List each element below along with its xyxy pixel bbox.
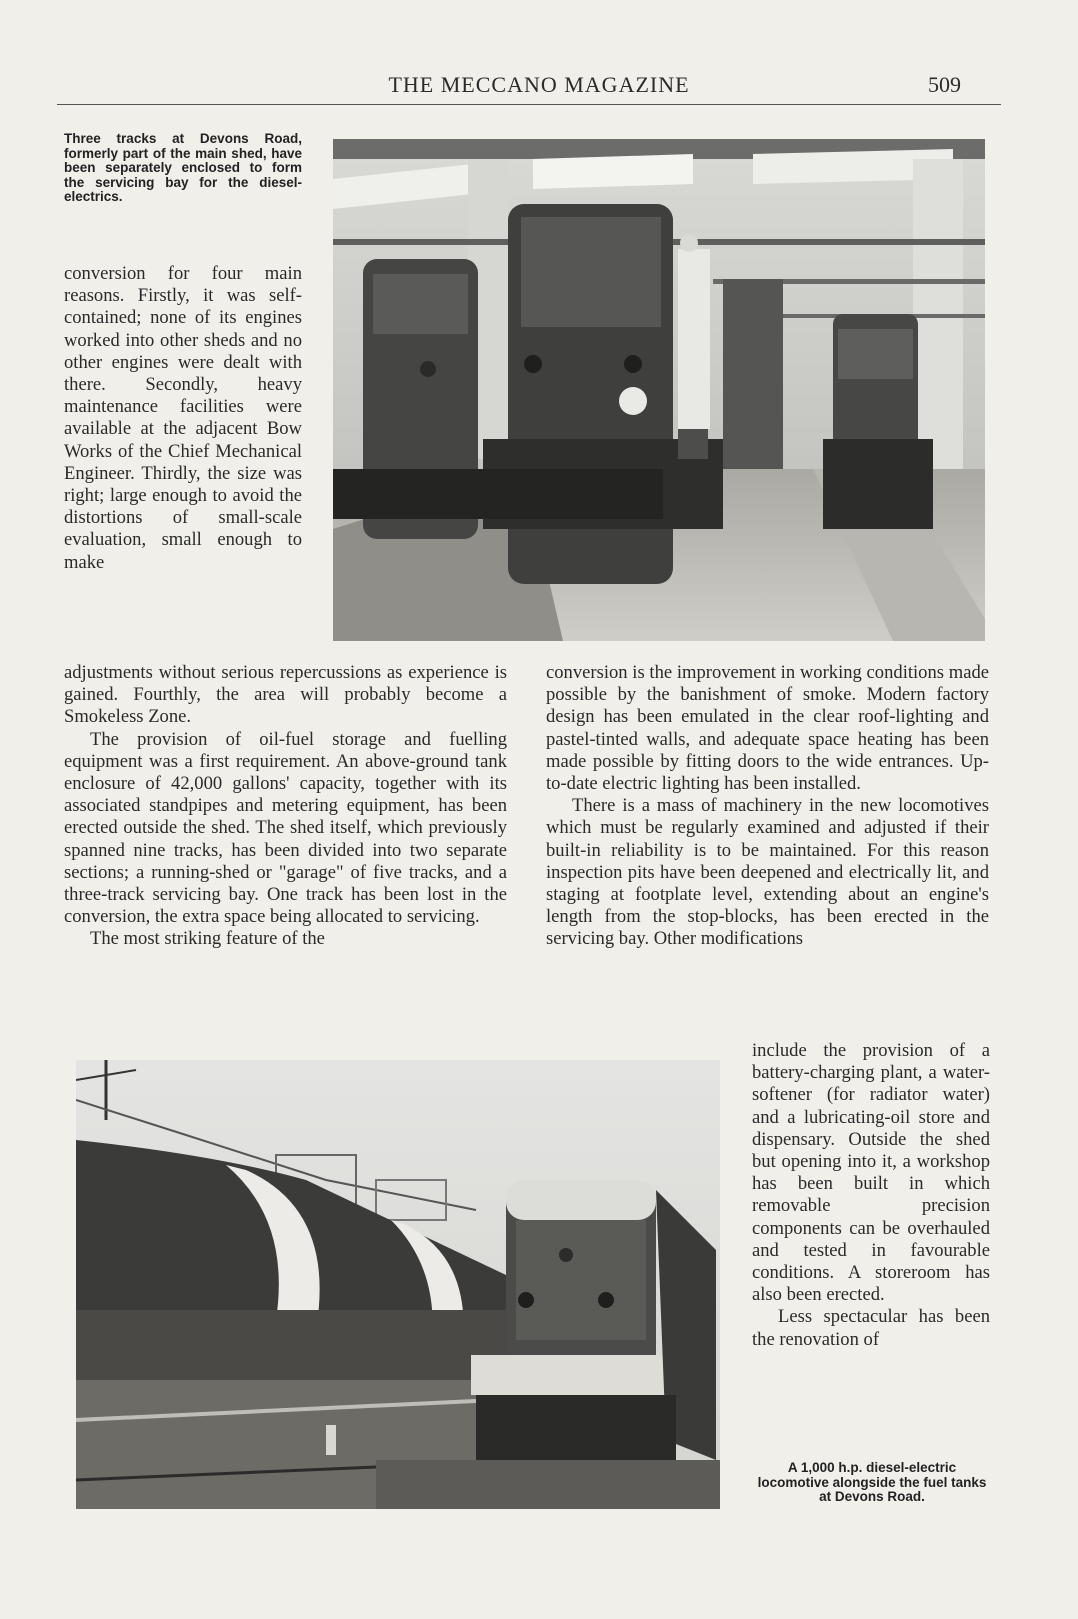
left-wide-text: adjustments without serious repercussions as experience is gained. Fourthly, the area will probably become a Smokeless Zone. bbox=[64, 662, 507, 728]
page-number: 509 bbox=[928, 72, 961, 97]
left-narrow-text: conversion for four main reasons. Firstly, it was self-contained; none of its engines worked into other sheds and no other engines were dealt with there. Secondly, heavy maintenance facilities were available at the adjacent Bow Works of the Chief Mechanical Engineer. Thirdly, the size was right; large enough to avoid the distortions of small-scale evaluation, small enough to make bbox=[64, 263, 302, 573]
servicing-bay-photo bbox=[333, 139, 985, 641]
magazine-title: THE MECCANO MAGAZINE bbox=[388, 72, 690, 97]
right-column-narrow bbox=[752, 1040, 990, 1351]
left-paragraph-2: The provision of oil-fuel storage and fuelling equipment was a first requirement. An above-ground tank enclosure of 42,000 gallons' capacity, together with its associated standpipes and metering equipment, has been erected outside the shed. The shed itself, which previously spanned nine tracks, has been divided into two separate sections; a running-shed or "garage" of five tracks, and a three-track servicing bay. One track has been lost in the conversion, the extra space being allocated to servicing. bbox=[64, 728, 507, 928]
header-rule bbox=[57, 104, 1001, 105]
top-photo-caption: Three tracks at Devons Road, formerly part of the main shed, have been separately enclosed to form the servicing bay for the diesel-electrics. bbox=[64, 131, 302, 204]
left-column-wide bbox=[64, 662, 507, 951]
left-column-narrow bbox=[64, 263, 302, 574]
right-column-wide bbox=[546, 662, 989, 951]
right-paragraph-2-narrow: include the provision of a battery-charging plant, a water-softener (for radiator water) and a lubricating-oil store and dispensary. Outside the shed but opening into it, a workshop has been built in which removable precision components can be overhauled and tested in favourable conditions. A storeroom has also been erected. bbox=[752, 1040, 990, 1306]
bottom-photo-caption: A 1,000 h.p. diesel-electric locomotive alongside the fuel tanks at Devons Road. bbox=[757, 1460, 987, 1504]
right-paragraph-3: Less spectacular has been the renovation of bbox=[752, 1306, 990, 1350]
fuel-tanks-locomotive-photo bbox=[76, 1060, 720, 1509]
left-paragraph-3: The most striking feature of the bbox=[90, 928, 325, 950]
right-paragraph-2-wide: There is a mass of machinery in the new locomotives which must be regularly examined and adjusted if their built-in reliability is to be maintained. For this reason inspection pits have been deepened and electrically lit, and staging at footplate level, extending about an engine's length from the stop-blocks, has been erected in the servicing bay. Other modifications bbox=[546, 795, 989, 950]
right-paragraph-1: conversion is the improvement in working conditions made possible by the banishment of smoke. Modern factory design has been emulated in the clear roof-lighting and pastel-tinted walls, and adequate space heating has been made possible by fitting doors to the wide entrances. Up-to-date electric lighting has been installed. bbox=[546, 662, 989, 795]
